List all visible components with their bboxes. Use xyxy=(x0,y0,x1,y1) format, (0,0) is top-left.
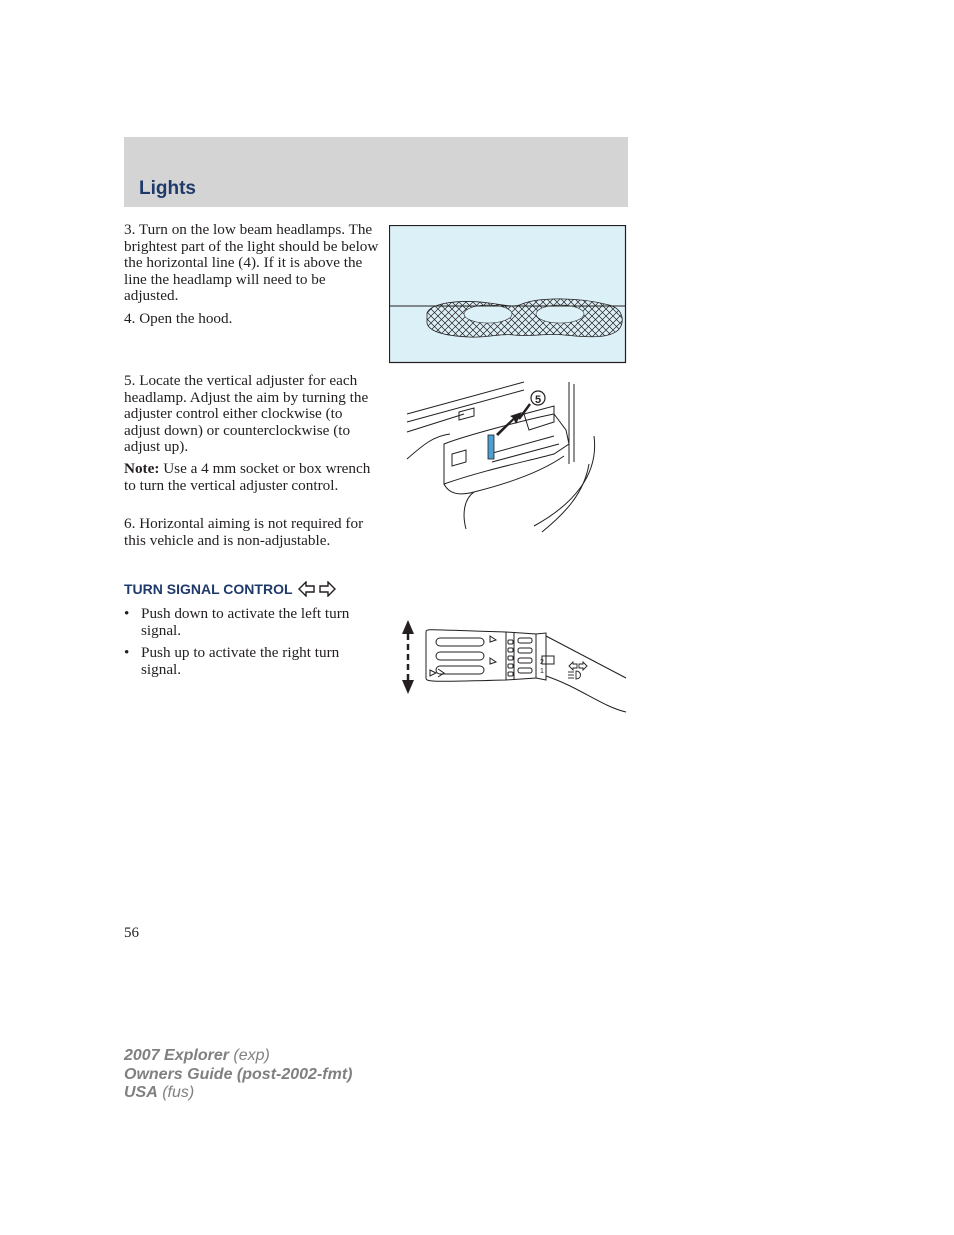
bullet-text: Push down to activate the left turn signal. xyxy=(141,605,350,639)
document-footer xyxy=(124,1047,352,1103)
left-hotspot xyxy=(464,305,512,323)
page-number: 56 xyxy=(124,925,139,941)
footer-line-1 xyxy=(124,1047,352,1066)
bullet-dot: • xyxy=(124,605,130,622)
step-5-text: 5. Locate the vertical adjuster for each headlamp. Adjust the aim by turning the adjuster control either clockwise (to adjust down) or counterclockwise (to adjust up). xyxy=(124,372,369,455)
turn-signal-heading-text: TURN SIGNAL CONTROL xyxy=(124,581,293,597)
pointer-arrow-icon xyxy=(496,412,522,436)
step-4-text: 4. Open the hood. xyxy=(124,310,233,327)
bullet-text: Push up to activate the right turn signal. xyxy=(141,644,340,678)
footer-market-code: (fus) xyxy=(157,1084,195,1101)
turn-signal-arrows-icon xyxy=(298,581,336,597)
wall-screen xyxy=(390,226,626,363)
footer-guide: Owners Guide (post-2002-fmt) xyxy=(124,1065,353,1083)
up-down-arrow-icon xyxy=(402,620,414,694)
section-title: Lights xyxy=(139,178,196,199)
right-hotspot xyxy=(536,305,584,323)
beam-pattern xyxy=(427,299,622,337)
headlamp-beam-icon xyxy=(568,671,581,679)
step-3-text: 3. Turn on the low beam headlamps. The brightest part of the light should be below the horizontal line (4). If it is above the line the headlamp will need to be adjusted. xyxy=(124,221,379,304)
section-header-band xyxy=(124,137,628,207)
headlamp-beam-figure xyxy=(389,225,627,364)
vertical-adjuster-figure xyxy=(404,374,604,534)
note-text: Use a 4 mm socket or box wrench to turn the vertical adjuster control. xyxy=(124,460,371,494)
stalk-signal-arrows-icon xyxy=(569,662,587,670)
turn-signal-stalk-figure xyxy=(396,618,628,718)
footer-model: 2007 Explorer xyxy=(124,1047,229,1064)
footer-market: USA xyxy=(124,1084,158,1101)
footer-model-code: (exp) xyxy=(228,1047,270,1064)
footer-line-2 xyxy=(124,1066,352,1085)
step-6-text: 6. Horizontal aiming is not required for this vehicle and is non-adjustable. xyxy=(124,515,364,549)
note-label: Note: xyxy=(124,460,160,477)
turn-signal-heading xyxy=(124,581,336,597)
stalk-label-1: 1 xyxy=(540,668,544,675)
callout-number: 5 xyxy=(534,394,542,406)
note-paragraph xyxy=(124,461,380,494)
stalk-label-2: 2 xyxy=(540,659,544,666)
adjuster-screw xyxy=(488,435,494,459)
footer-line-3 xyxy=(124,1084,352,1103)
bullet-dot: • xyxy=(124,644,130,661)
